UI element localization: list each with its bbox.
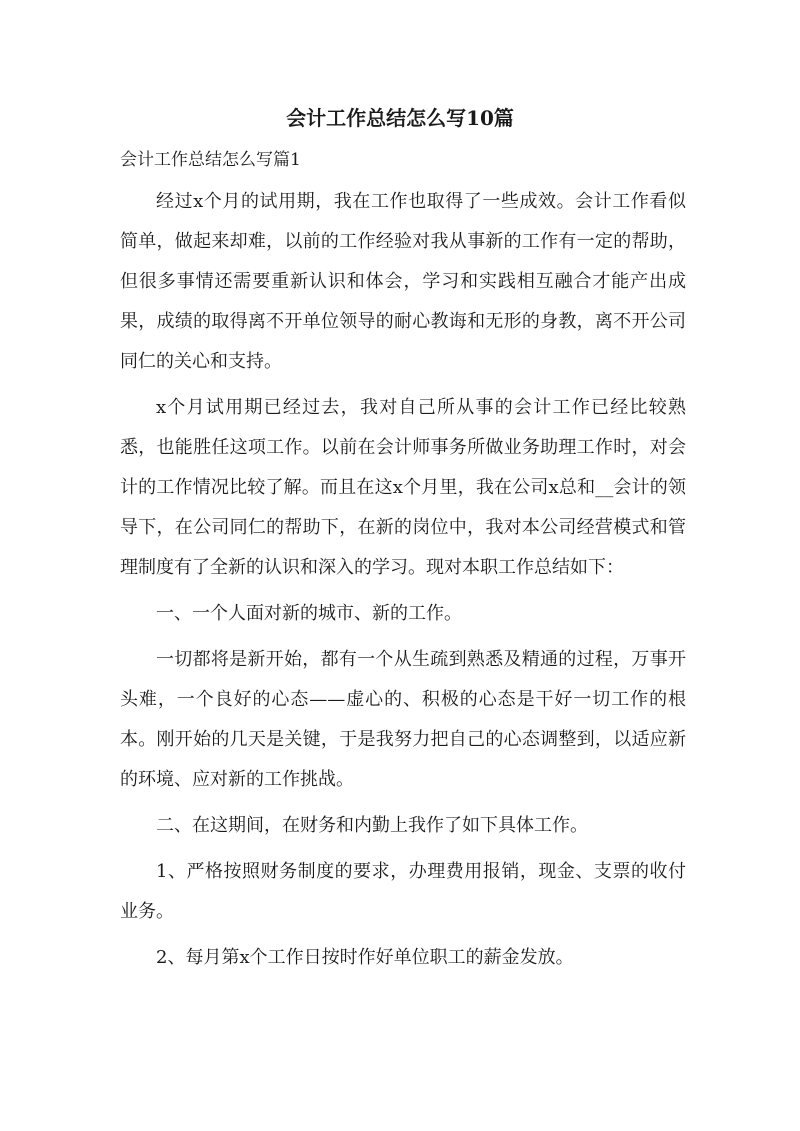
paragraph-6: 1、严格按照财务制度的要求，办理费用报销，现金、支票的收付业务。 [120, 861, 686, 922]
paragraph-2: x个月试用期已经过去，我对自己所从事的会计工作已经比较熟悉，也能胜任这项工作。以前在会计师事务所做业务助理工作时，对会计的工作情况比较了解。而且在这x个月里，我在公司x总和__会计的领导下，在公司同仁的帮助下，在新的岗位中，我对本公司经营模式和管理制度有了全新的认识和深入的学习。现对本职工作总结如下： [120, 397, 686, 578]
document-body [120, 182, 686, 984]
paragraph-5: 二、在这期间，在财务和内勤上我作了如下具体工作。 [156, 815, 588, 836]
document-title: 会计工作总结怎么写10篇 [286, 106, 514, 130]
paragraph-7: 2、每月第x个工作日按时作好单位职工的薪金发放。 [156, 947, 574, 968]
paragraph-4: 一切都将是新开始，都有一个从生疏到熟悉及精通的过程，万事开头难，一个良好的心态——虚心的、积极的心态是干好一切工作的根本。刚开始的几天是关键，于是我努力把自己的心态调整到，以适应新的环境、应对新的工作挑战。 [120, 649, 686, 790]
paragraph-3: 一、一个人面对新的城市、新的工作。 [156, 603, 462, 624]
paragraph-1: 经过x个月的试用期，我在工作也取得了一些成效。会计工作看似简单，做起来却难，以前的工作经验对我从事新的工作有一定的帮助，但很多事情还需要重新认识和体会，学习和实践相互融合才能产出成果，成绩的取得离不开单位领导的耐心教诲和无形的身教，离不开公司同仁的关心和支持。 [120, 191, 686, 372]
section-heading: 会计工作总结怎么写篇1 [120, 150, 301, 170]
